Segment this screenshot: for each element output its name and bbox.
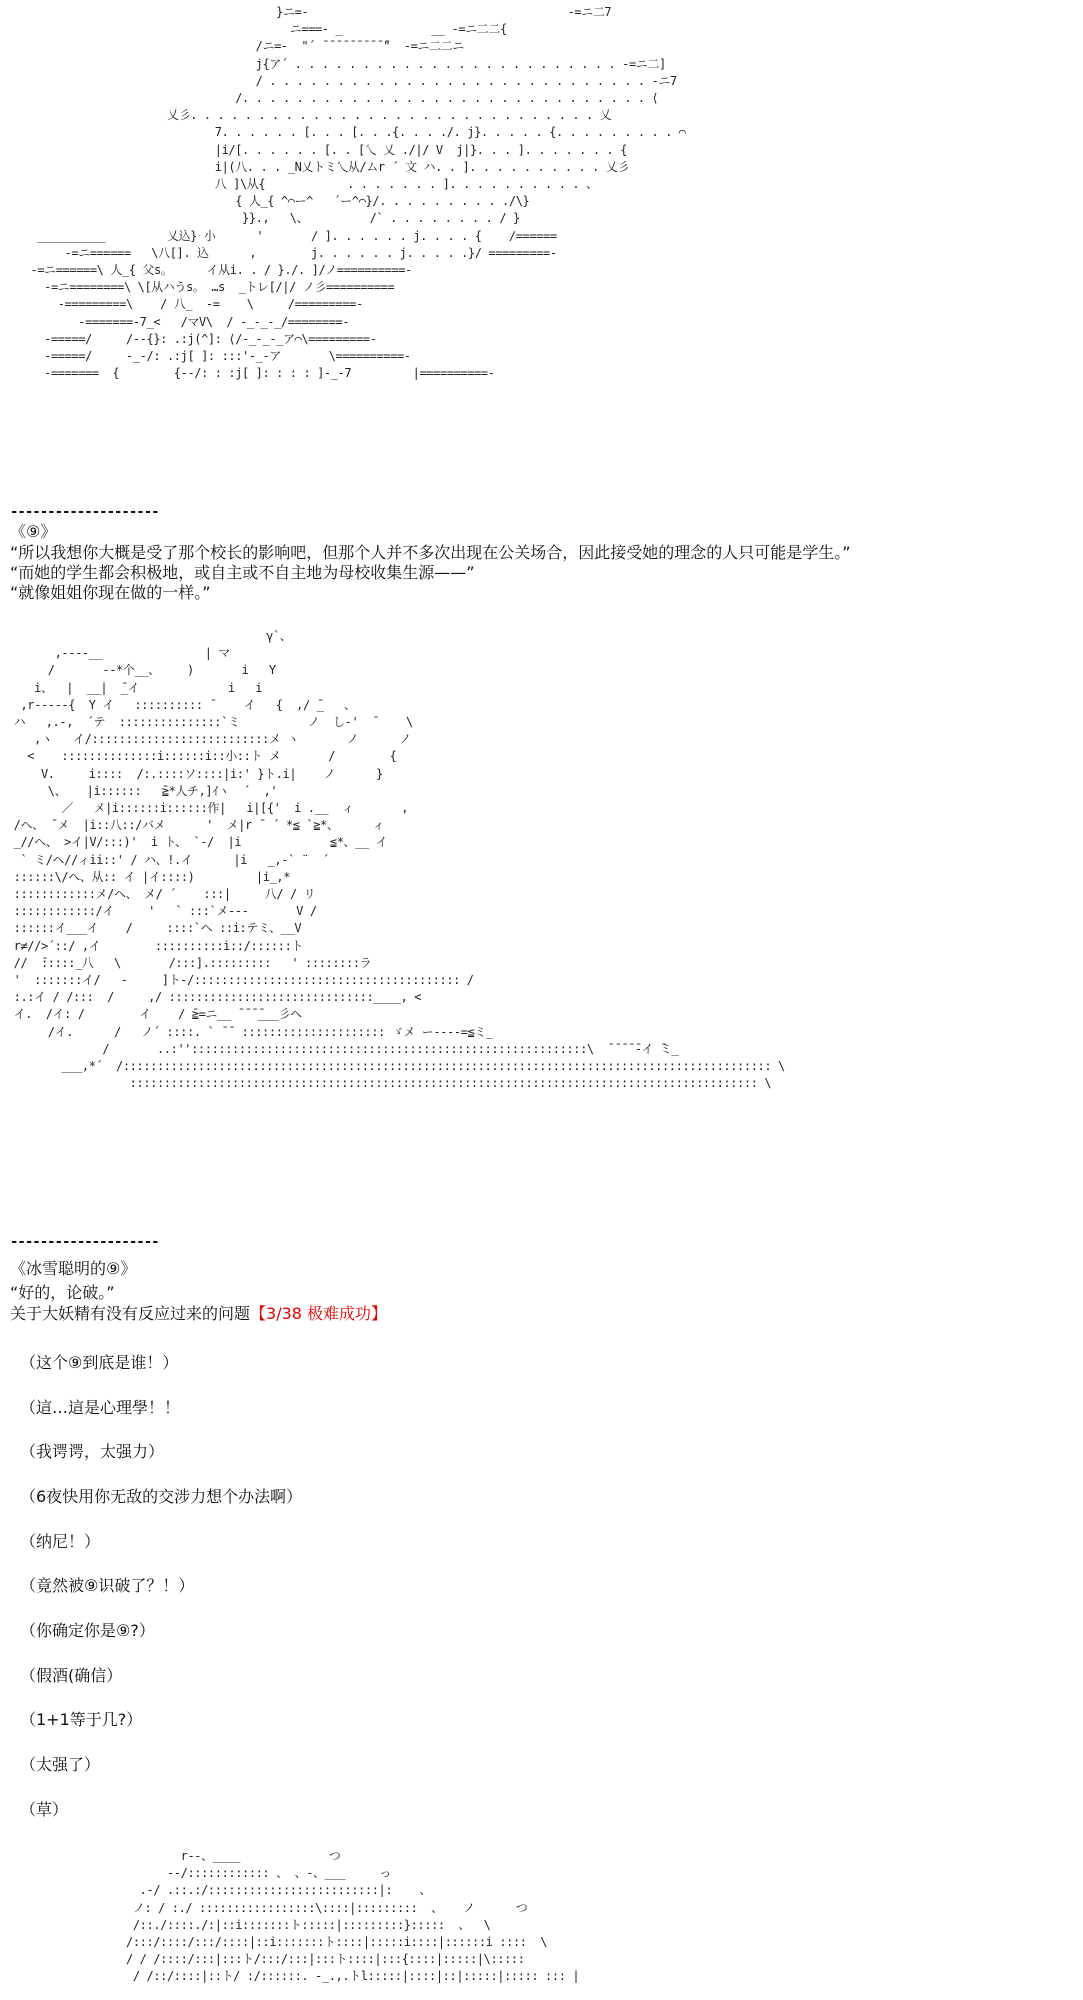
ascii-art-bottom-scene: r--、____ つ --/:::::::::::: 、 、-、___ っ .-/ .::.:/:::::::::::::::::::::::::|: 、 ノ: / :./ :::::::::::::::::\::::|::::::::: 、 ノ つ /::./::::./:|::i:::::::ト:::::|:::::::::}::::: 、 \ /:::/::::/:::/::::|::i:::::::ト::::|:::::i::::|::::::i :::: \ / / /::::/:::|:::ト/:::/:::|:::ト::::|:::{::::|:::::|\::::: / /::/::::|::ト/ :/::::::. -_.,.トl:::::|::::|::|:::::|::::: ::: | (126, 1849, 580, 1984)
roll-question: 关于大妖精有没有反应过来的问题 (10, 1304, 251, 1323)
ascii-art-middle-scene: γ`、 ,----__ | マ / --*个__、 ) i Y i、 | __| ̄_イ i i ,r-----{ Y イ :::::::::: ̄ イ { ,/ ̄_ 、 ハ ,.-, ´テ :::::::::::::::`ミ ノ し-' ̄ \ ,ヽ イ/::::::::::::::::::::::::::メ ヽ ノ ノ < ::::::::::::::i::::::i::小::ト メ / { V. i:::: /:.::::ソ::::|i:' }ト.i| ノ } \、 |i:::::: ̄≧*人チ,]ｲヽ ´ ,' ／ メ|i::::::i::::::作| i|[{' i .__ ィ , /ヘ、 ̄ メ |i::八::/バメ ' メ|r ̄ ´ *≦ `≧*、 ィ _//ヘ、 >イ|V/:::)' i ト、 `-/ |i ≦*、__ イ ` ミ/ヘ//ィii::' / ハ、!.イ |i _,-` ¨ ´ ::::::\/ヘ、从:: イ |イ::::) |i_,* ::::::::::::メ/ヘ、 メ/ ´ :::| 八/ / リ ::::::::::::/イ ' ` :::`メ--- V / ::::::イ___イ / ::::`ヘ ::i:テミ、__V r≠//>´::/ ,イ ::::::::::i::/::::::ト // ̄:::::_八 \ /:::].::::::::: ' ::::::::ラ ' :::::::イ/ - ]ト-/::::::::::::::::::::::::::::::::::::::: / :.:イ / /::: / ,/ ::::::::::::::::::::::::::::::____, < イ. /イ: / イ / ̄≧=ニ__ ̄ ̄ ̄ ̄___彡ヘ /イ. / ノ´ ::::. ` ̄ ̄ ::::::::::::::::::::: ゞメ ー----=≦ミ_ / ..:''::::::::::::::::::::::::::::::::::::::::::::::::::::::::::\ ̄ ̄ ̄ ̄ ̄-イ ̄ミ_ ___,*´ /::::::::::::::::::::::::::::::::::::::::::::::::::::::::::::::::::::::::::::::::::::::::::::::: \ :::::::::::::::::::::::::::::::::::::::::::::::::::::::::::::::::::::::::::::::::::::::::::: \ (13, 629, 785, 1091)
chat-comment: （纳尼！） (20, 1532, 101, 1551)
dialogue-line: “而她的学生都会积极地，或自主或不自主地为母校收集生源——” (10, 563, 475, 582)
dice-roll-line (10, 1304, 387, 1324)
dialogue-line: “好的，论破。” (10, 1283, 115, 1302)
chat-comment: （這…這是心理學！！ (20, 1398, 181, 1417)
speaker-label: 《⑨》 (10, 522, 57, 541)
ascii-art-top-scene: }ニ=- -=ニ二7 ニ===- _ __ -=ニ二二{ /ニ=- "´ ̄ ̄ ̄ ̄ ̄ ̄ ̄ ̄ ̄ ̄" -=ニ二二ニ j{ア´ . . . . . . . . . . . . . . . . . . . . . . . . -=ニ二] / . . . . . . . . . . . . . . . . . . . . . . . . . . . . -ニ7 /. . . . . . . . . . . . . . . . . . . . . . . . . . . . . . ⟨ 乂彡. . . . . . . . . . . . . . . . . . . . . . . . . . . . . . 乂 7. . . . . . [. . . [. . .{. . . ./. j}. . . . . {. . . . . . . . . ⌒ |i/[. . . . . . [. . [乀 乂 ./|/ V j|}. . . ]. . . . . . . { i|(八. . . _N乂トミ乀从/ムr ´ 文 ハ. . ]. . . . . . . . . . 乂彡 八 ]\从{ . . . . . . . ]. . . . . . . . . . 、 { 人_{ ^⌒ー^ ´ー^⌒}/. . . . . . . . . ./\} }}., \、 /` . . . . . . . . / } __________ 乂込} 小 ' ∕ ]. . . . . . j. . . . { ∕====== -=ニ====== \八[]. 込 , j. . . . . . j. . . . .}/ =========- -=ニ======\ 人_{ 父s。 イ从i. . / }./. ]/ノ==========- -=ニ========\ \[从ハうs。 …s _トレ[/|/ ノ彡========== -=========\ / 八_ -= \ /=========- -=======-7_< /マV\ / -_-_-_/========- -=====/ /--{}: .:j(^]: ⟨/-_-_-_ア⌒\=========- -=====/ -_-/: .:j[ ]: :::'-_-ア \==========- -======= { {--/: : :j[ ]: : : : ]-_-7 |==========- (30, 5, 686, 381)
dialogue-line: “所以我想你大概是受了那个校长的影响吧，但那个人并不多次出现在公关场合，因此接受她的理念的人只可能是学生。” (10, 543, 851, 562)
dialogue-line: “就像姐姐你现在做的一样。” (10, 583, 211, 602)
speaker-label: 《冰雪聪明的⑨》 (10, 1259, 137, 1278)
separator-line: ‐‐‐‐‐‐‐‐‐‐‐‐‐‐‐‐‐‐‐‐ (10, 1234, 159, 1250)
chat-comment: （假酒(确信） (20, 1666, 123, 1685)
chat-comment: （太强了） (20, 1755, 101, 1774)
chat-comment: （你确定你是⑨?） (20, 1621, 155, 1640)
roll-result-badge: 【3/38 极难成功】 (250, 1304, 388, 1323)
chat-comment: （这个⑨到底是谁！） (20, 1353, 179, 1372)
chat-comment: （1+1等于几?） (20, 1710, 143, 1729)
chat-comment: （竟然被⑨识破了？！） (20, 1576, 195, 1595)
chat-comment: （6夜快用你无敌的交涉力想个办法啊） (20, 1487, 303, 1506)
chat-comment: （我谔谔，太强力） (20, 1442, 165, 1461)
chat-comment: （草） (20, 1800, 69, 1819)
separator-line: ‐‐‐‐‐‐‐‐‐‐‐‐‐‐‐‐‐‐‐‐ (10, 504, 159, 520)
